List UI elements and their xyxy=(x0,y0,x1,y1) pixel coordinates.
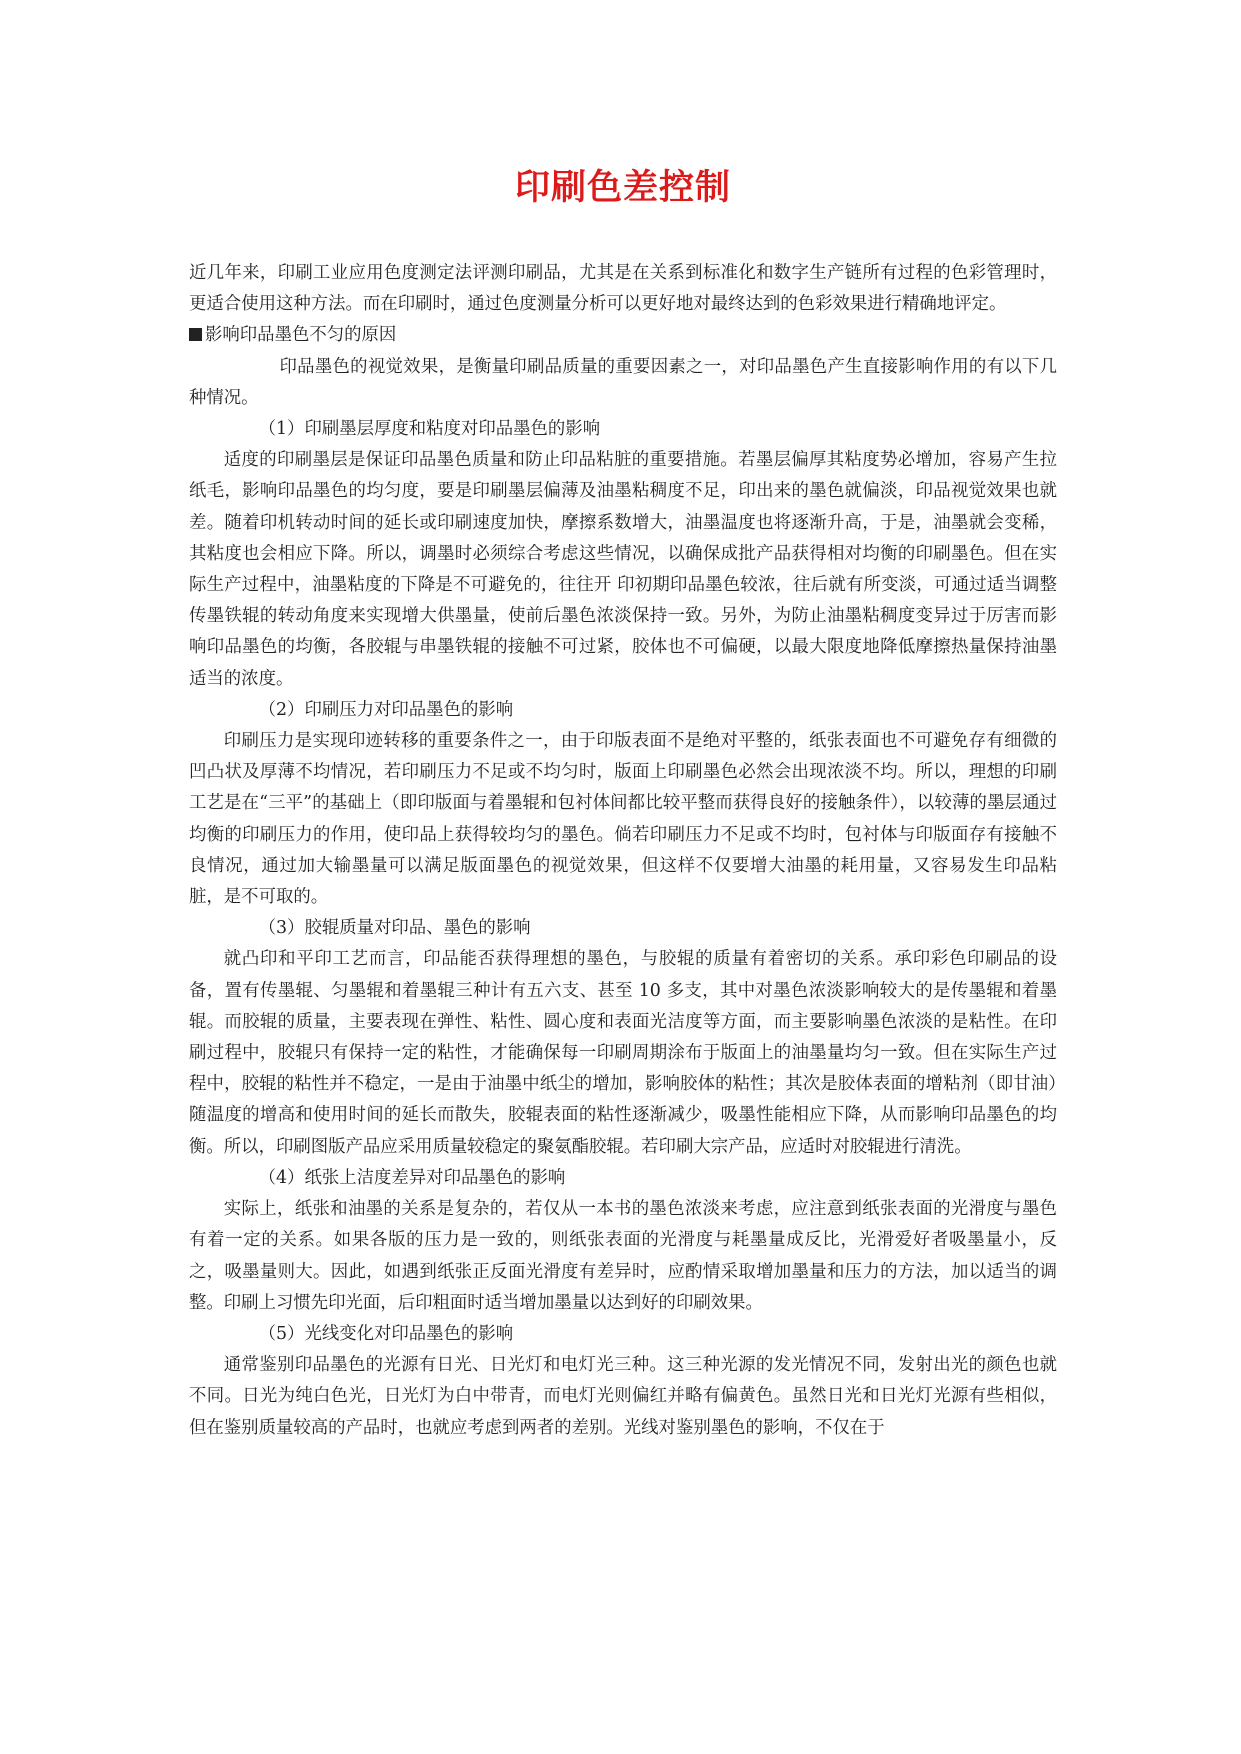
intro-paragraph: 近几年来，印刷工业应用色度测定法评测印刷品，尤其是在关系到标准化和数字生产链所有过程的色彩管理时，更适合使用这种方法。而在印刷时，通过色度测量分析可以更好地对最终达到的色彩效果进行精确地评定。 xyxy=(189,263,1057,315)
subsection-body-2: 印刷压力是实现印迹转移的重要条件之一，由于印版表面不是绝对平整的，纸张表面也不可避免存有细微的凹凸状及厚薄不均情况，若印刷压力不足或不均匀时，版面上印刷墨色必然会出现浓淡不均。所以，理想的印刷工艺是在“三平”的基础上（即印版面与着墨辊和包衬体间都比较平整而获得良好的接触条件），以较薄的墨层通过均衡的印刷压力的作用，使印品上获得较均匀的墨色。倘若印刷压力不足或不均时，包衬体与印版面存有接触不良情况，通过加大输墨量可以满足版面墨色的视觉效果，但这样不仅要增大油墨的耗用量，又容易发生印品粘脏，是不可取的。 xyxy=(189,731,1057,908)
subsection-body-4: 实际上，纸张和油墨的关系是复杂的，若仅从一本书的墨色浓淡来考虑，应注意到纸张表面的光滑度与墨色有着一定的关系。如果各版的压力是一致的，则纸张表面的光滑度与耗墨量成反比，光滑爱好者吸墨量小，反之，吸墨量则大。因此，如遇到纸张正反面光滑度有差异时，应酌情采取增加墨量和压力的方法，加以适当的调整。印刷上习惯先印光面，后印粗面时适当增加墨量以达到好的印刷效果。 xyxy=(189,1199,1057,1313)
document-body xyxy=(189,258,1057,1444)
section-heading-text: 影响印品墨色不匀的原因 xyxy=(205,325,397,346)
subsection-body-5: 通常鉴别印品墨色的光源有日光、日光灯和电灯光三种。这三种光源的发光情况不同，发射出光的颜色也就不同。日光为纯白色光，日光灯为白中带青，而电灯光则偏红并略有偏黄色。虽然日光和日光灯光源有些相似，但在鉴别质量较高的产品时，也就应考虑到两者的差别。光线对鉴别墨色的影响，不仅在于 xyxy=(189,1355,1057,1438)
subsection-body-1: 适度的印刷墨层是保证印品墨色质量和防止印品粘脏的重要措施。若墨层偏厚其粘度势必增加，容易产生拉纸毛，影响印品墨色的均匀度，要是印刷墨层偏薄及油墨粘稠度不足，印出来的墨色就偏淡，印品视觉效果也就差。随着印机转动时间的延长或印刷速度加快，摩擦系数增大，油墨温度也将逐渐升高，于是，油墨就会变稀，其粘度也会相应下降。所以，调墨时必须综合考虑这些情况，以确保成批产品获得相对均衡的印刷墨色。但在实际生产过程中，油墨粘度的下降是不可避免的，往往开 印初期印品墨色较浓，往后就有所变淡，可通过适当调整传墨铁辊的转动角度来实现增大供墨量，使前后墨色浓淡保持一致。另外，为防止油墨粘稠度变异过于厉害而影响印品墨色的均衡，各胶辊与串墨铁辊的接触不可过紧，胶体也不可偏硬，以最大限度地降低摩擦热量保持油墨适当的浓度。 xyxy=(189,450,1057,689)
subsection-heading-4: （4）纸张上洁度差异对印品墨色的影响 xyxy=(258,1167,566,1188)
subsection-heading-1: （1）印刷墨层厚度和粘度对印品墨色的影响 xyxy=(258,419,601,440)
subsection-body-3: 就凸印和平印工艺而言，印品能否获得理想的墨色，与胶辊的质量有着密切的关系。承印彩色印刷品的设备，置有传墨辊、匀墨辊和着墨辊三种计有五六支、甚至 10 多支，其中对墨色浓淡影响较大的是传墨辊和着墨辊。而胶辊的质量，主要表现在弹性、粘性、圆心度和表面光洁度等方面，而主要影响墨色浓淡的是粘性。在印刷过程中，胶辊只有保持一定的粘性，才能确保每一印刷周期涂布于版面上的油墨量均匀一致。但在实际生产过程中，胶辊的粘性并不稳定，一是由于油墨中纸尘的增加，影响胶体的粘性；其次是胶体表面的增粘剂（即甘油）随温度的增高和使用时间的延长而散失，胶辊表面的粘性逐渐减少，吸墨性能相应下降，从而影响印品墨色的均衡。所以，印刷图版产品应采用质量较稳定的聚氨酯胶辊。若印刷大宗产品，应适时对胶辊进行清洗。 xyxy=(189,949,1057,1157)
section-intro-paragraph: 印品墨色的视觉效果，是衡量印刷品质量的重要因素之一，对印品墨色产生直接影响作用的有以下几种情况。 xyxy=(189,356,1057,408)
bullet-square-icon xyxy=(189,328,202,341)
subsection-heading-2: （2）印刷压力对印品墨色的影响 xyxy=(258,699,514,720)
section-heading xyxy=(189,320,1057,351)
document-title: 印刷色差控制 xyxy=(514,167,731,208)
subsection-heading-5: （5）光线变化对印品墨色的影响 xyxy=(258,1323,514,1344)
subsection-heading-3: （3）胶辊质量对印品、墨色的影响 xyxy=(258,918,531,939)
document-page xyxy=(189,0,1057,1754)
